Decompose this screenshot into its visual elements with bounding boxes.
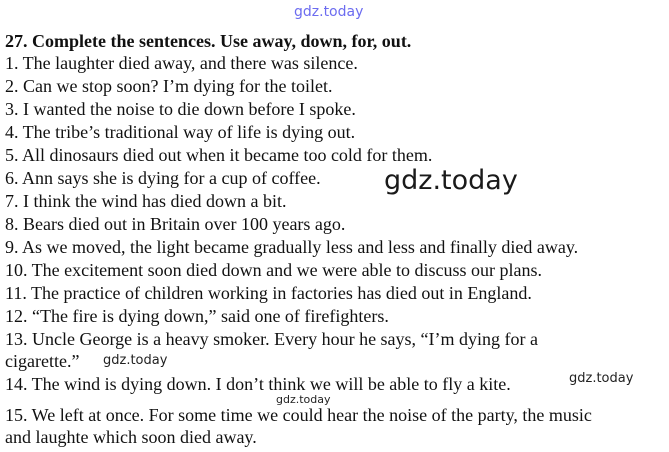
sentence-line: 4. The tribe’s traditional way of life is dying out. bbox=[5, 122, 356, 142]
sentence-line: 1. The laughter died away, and there was silence. bbox=[5, 53, 358, 73]
sentence-line: 10. The excitement soon died down and we were able to discuss our plans. bbox=[5, 260, 543, 280]
sentence-line: 15. We left at once. For some time we could hear the noise of the party, the music bbox=[5, 405, 592, 425]
sentence-line: 5. All dinosaurs died out when it became too cold for them. bbox=[5, 145, 433, 165]
exercise-heading: 27. Complete the sentences. Use away, down, for, out. bbox=[5, 31, 412, 51]
sentence-line-continued: cigarette.” bbox=[5, 351, 80, 371]
watermark-top: gdz.today bbox=[294, 4, 364, 20]
sentence-line: 3. I wanted the noise to die down before I spoke. bbox=[5, 99, 356, 119]
watermark-large: gdz.today bbox=[384, 165, 518, 196]
watermark-small: gdz.today bbox=[569, 371, 634, 386]
sentence-line-continued: and laughte which soon died away. bbox=[5, 427, 257, 447]
watermark-small: gdz.today bbox=[276, 393, 331, 406]
watermark-small: gdz.today bbox=[103, 353, 168, 368]
sentence-line: 12. “The fire is dying down,” said one of firefighters. bbox=[5, 306, 389, 326]
sentence-line: 11. The practice of children working in factories has died out in England. bbox=[5, 283, 532, 303]
sentence-line: 8. Bears died out in Britain over 100 years ago. bbox=[5, 214, 346, 234]
sentence-line: 9. As we moved, the light became gradually less and less and finally died away. bbox=[5, 237, 579, 257]
sentence-line: 13. Uncle George is a heavy smoker. Every hour he says, “I’m dying for a bbox=[5, 329, 539, 349]
sentence-line: 6. Ann says she is dying for a cup of coffee. bbox=[5, 168, 321, 188]
sentence-line: 7. I think the wind has died down a bit. bbox=[5, 191, 287, 211]
sentence-line: 14. The wind is dying down. I don’t think we will be able to fly a kite. bbox=[5, 374, 511, 394]
sentence-line: 2. Can we stop soon? I’m dying for the toilet. bbox=[5, 76, 333, 96]
